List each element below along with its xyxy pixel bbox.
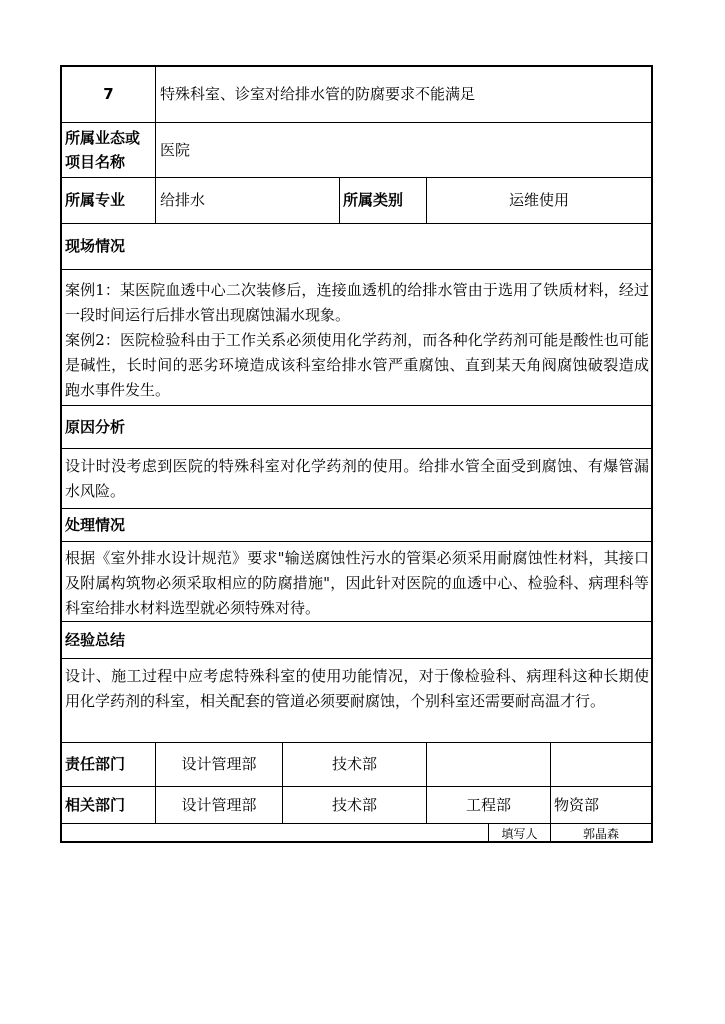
related-dept-2: 技术部 [283,787,427,823]
specialty-label: 所属专业 [62,178,156,223]
responsible-dept-1: 设计管理部 [156,743,283,786]
project-row [62,123,651,178]
related-dept-1: 设计管理部 [156,787,283,823]
handling-heading: 处理情况 [65,515,126,534]
issue-record-form [60,65,653,843]
filler-label: 填写人 [489,824,551,843]
responsible-row [62,743,651,787]
filler-name: 郭晶森 [582,827,619,841]
header-row [62,67,651,123]
situation-case-2: 案例2：医院检验科由于工作关系必须使用化学药剂，而各种化学药剂可能是酸性也可能是碱性，长时间的恶劣环境造成该科室给排水管严重腐蚀、直到某天角阀腐蚀破裂造成跑水事件发生。 [65,331,649,399]
summary-heading: 经验总结 [65,630,126,649]
cause-heading: 原因分析 [65,417,126,436]
category-label: 所属类别 [340,178,427,223]
issue-number: 7 [62,67,156,122]
footer-blank [62,824,489,843]
summary-text: 设计、施工过程中应考虑特殊科室的使用功能情况，对于像检验科、病理科这种长期使用化学药剂的科室，相关配套的管道必须要耐腐蚀，个别科室还需要耐高温才行。 [65,667,649,710]
cause-text: 设计时没考虑到医院的特殊科室对化学药剂的使用。给排水管全面受到腐蚀、有爆管漏水风险。 [65,457,649,500]
responsible-dept-4 [551,743,651,786]
category-value: 运维使用 [508,191,569,209]
handling-text: 根据《室外排水设计规范》要求"输送腐蚀性污水的管渠必须采用耐腐蚀性材料，其接口及附属构筑物必须采取相应的防腐措施"，因此针对医院的血透中心、检验科、病理科等科室给排水材料选型就必须特殊对待。 [65,549,649,617]
responsible-dept-3 [427,743,551,786]
project-value: 医院 [160,140,191,159]
summary-body-row [62,659,651,743]
issue-title: 特殊科室、诊室对给排水管的防腐要求不能满足 [160,85,476,103]
project-label-line2: 项目名称 [65,153,126,171]
situation-body-row [62,270,651,406]
related-dept-3: 工程部 [427,787,551,823]
specialty-value: 给排水 [156,178,340,223]
cause-body-row [62,449,651,509]
situation-heading: 现场情况 [65,237,126,255]
specialty-row [62,178,651,224]
project-label-line1: 所属业态或 [65,129,141,147]
responsible-label: 责任部门 [62,743,156,786]
footer-row [62,824,651,843]
handling-heading-row [62,509,651,542]
summary-heading-row [62,622,651,659]
related-row [62,787,651,824]
cause-heading-row [62,406,651,449]
responsible-dept-2: 技术部 [283,743,427,786]
related-dept-4: 物资部 [554,795,600,814]
handling-body-row [62,542,651,622]
related-label: 相关部门 [62,787,156,823]
situation-case-1: 案例1：某医院血透中心二次装修后，连接血透机的给排水管由于选用了铁质材料，经过一段时间运行后排水管出现腐蚀漏水现象。 [65,281,649,324]
situation-heading-row [62,224,651,270]
project-label [62,123,156,177]
